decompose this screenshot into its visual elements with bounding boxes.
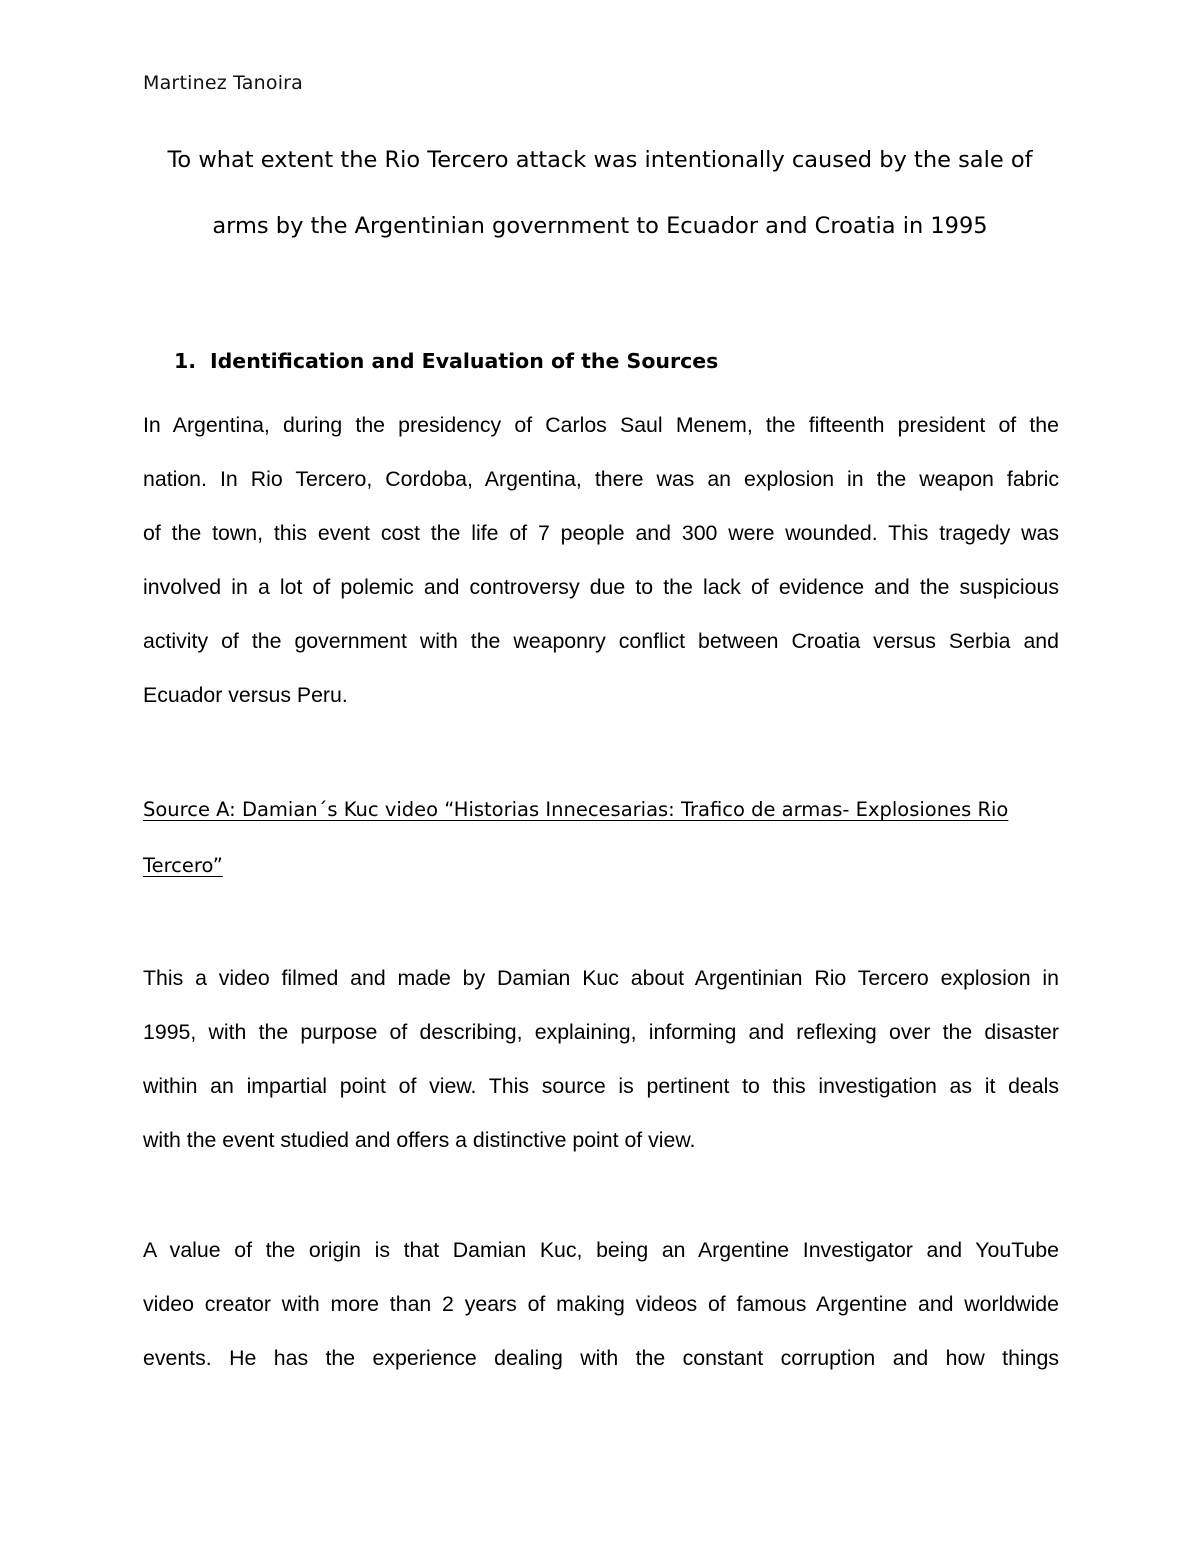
paragraph-line: activity of the government with the weaponry conflict between Croatia versus Serbia and xyxy=(143,629,1059,653)
section-number: 1. xyxy=(174,349,197,373)
essay-title-line-1: To what extent the Rio Tercero attack was intentionally caused by the sale of xyxy=(167,147,1033,173)
source-a-description-paragraph xyxy=(143,951,1059,1167)
essay-title-line-2: arms by the Argentinian government to Ecuador and Croatia in 1995 xyxy=(212,213,988,239)
paragraph-line: video creator with more than 2 years of making videos of famous Argentine and worldwide xyxy=(143,1292,1059,1316)
value-origin-paragraph xyxy=(143,1223,1059,1385)
paragraph-line: involved in a lot of polemic and controversy due to the lack of evidence and the suspicious xyxy=(143,575,1059,599)
paragraph-line: In Argentina, during the presidency of Carlos Saul Menem, the fifteenth president of the xyxy=(143,413,1059,437)
source-a-heading-line-2: Tercero” xyxy=(143,854,223,877)
section-title: Identification and Evaluation of the Sources xyxy=(210,349,719,373)
paragraph-line: Ecuador versus Peru. xyxy=(143,683,348,707)
paragraph-line: This a video filmed and made by Damian Kuc about Argentinian Rio Tercero explosion in xyxy=(143,966,1059,990)
paragraph-line: 1995, with the purpose of describing, explaining, informing and reflexing over the disaster xyxy=(143,1020,1059,1044)
intro-paragraph xyxy=(143,398,1059,722)
paragraph-line: events. He has the experience dealing with the constant corruption and how things xyxy=(143,1346,1059,1370)
source-a-heading-line-1: Source A: Damian´s Kuc video “Historias Innecesarias: Trafico de armas- Explosiones Rio xyxy=(143,798,1009,821)
paragraph-line: with the event studied and offers a distinctive point of view. xyxy=(143,1128,696,1152)
paragraph-line: within an impartial point of view. This source is pertinent to this investigation as it deals xyxy=(143,1074,1059,1098)
section-heading xyxy=(174,346,718,376)
paragraph-line: nation. In Rio Tercero, Cordoba, Argentina, there was an explosion in the weapon fabric xyxy=(143,467,1059,491)
paragraph-line: A value of the origin is that Damian Kuc, being an Argentine Investigator and YouTube xyxy=(143,1238,1059,1262)
paragraph-line: of the town, this event cost the life of 7 people and 300 were wounded. This tragedy was xyxy=(143,521,1059,545)
page-header-author: Martinez Tanoira xyxy=(143,72,304,94)
